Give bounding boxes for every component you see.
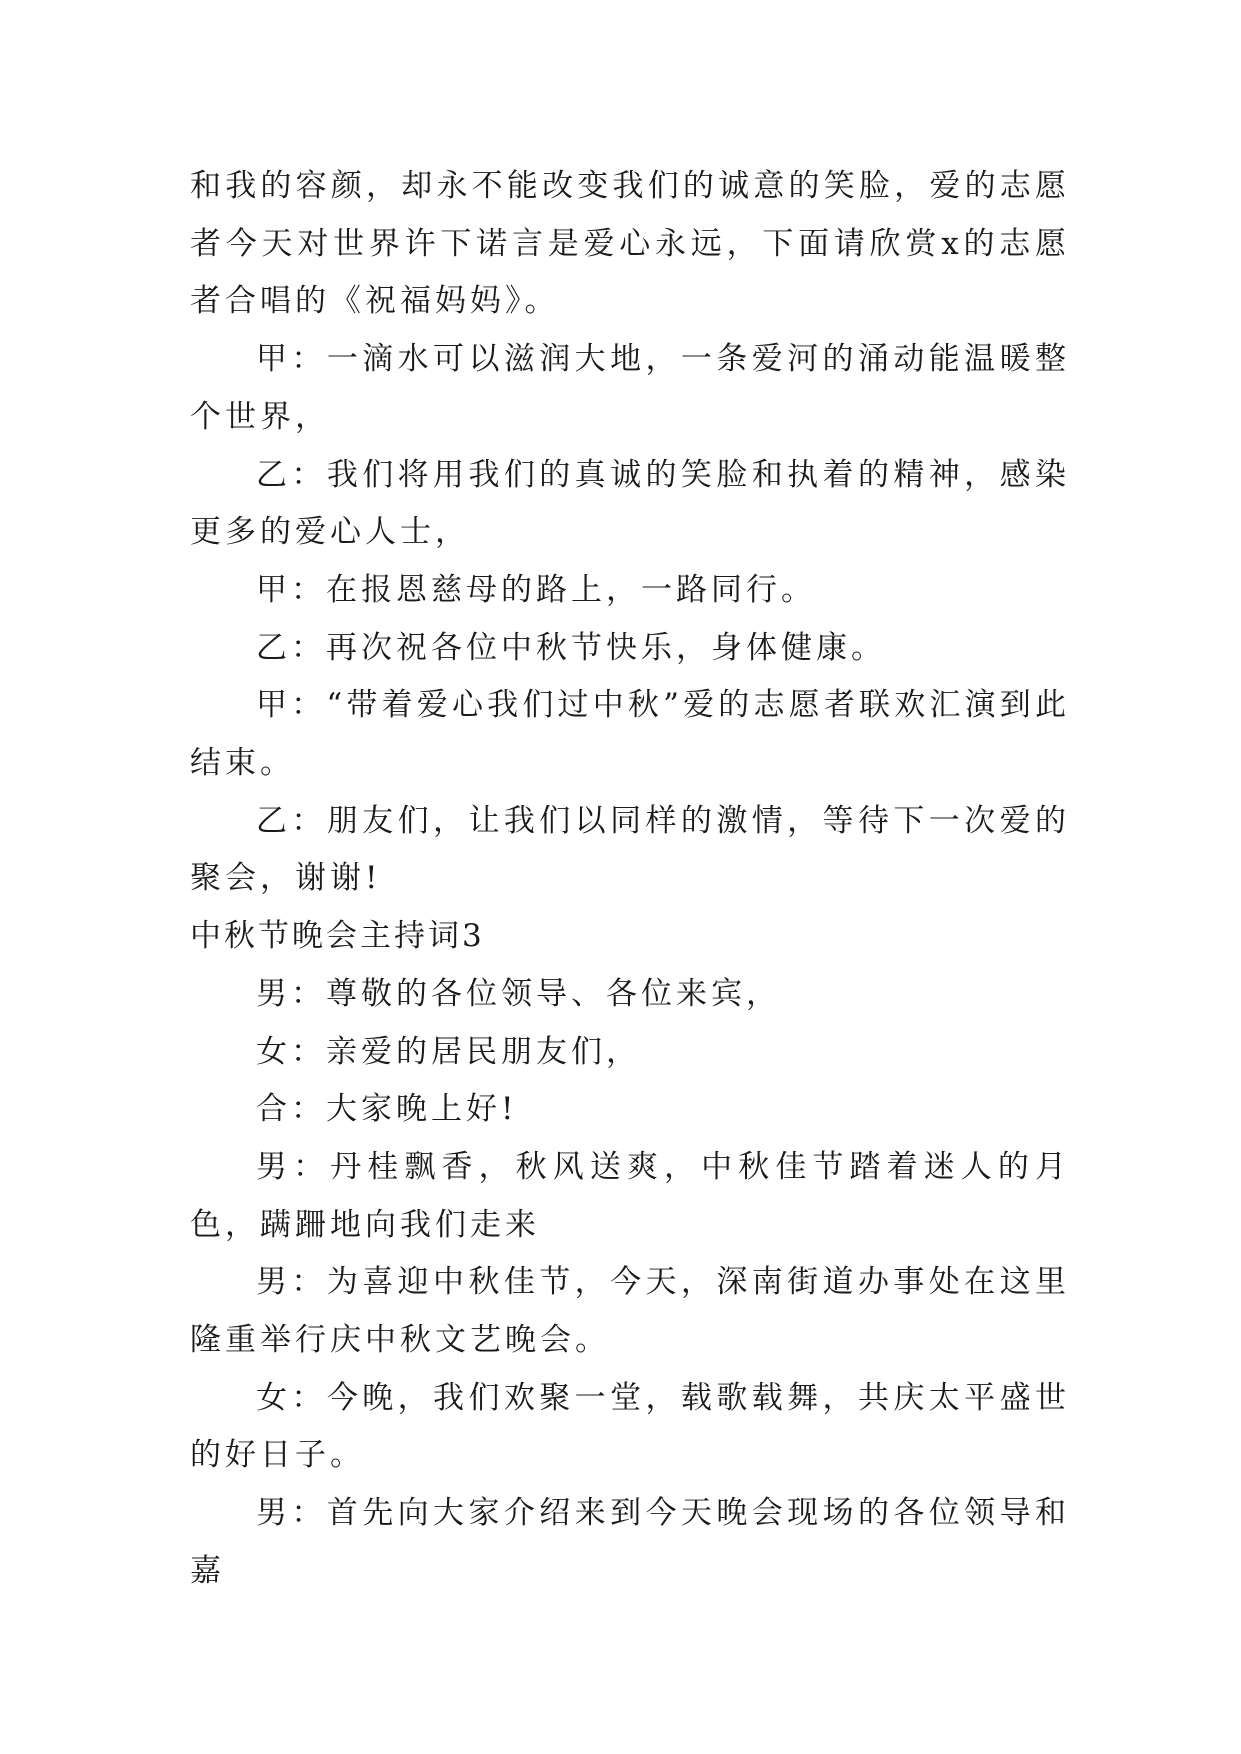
paragraph: 合：大家晚上好!	[256, 1091, 518, 1128]
paragraph: 女：今晚，我们欢聚一堂，载歌载舞，共庆太平盛世的好日子。	[190, 1379, 1070, 1474]
paragraph: 男：为喜迎中秋佳节，今天，深南街道办事处在这里隆重举行庆中秋文艺晚会。	[190, 1264, 1070, 1359]
paragraph: 男：尊敬的各位领导、各位来宾，	[256, 975, 781, 1012]
paragraph: 甲：一滴水可以滋润大地，一条爱河的涌动能温暖整个世界，	[190, 341, 1070, 435]
section-heading: 中秋节晚会主持词3	[190, 918, 485, 955]
paragraph: 和我的容颜，却永不能改变我们的诚意的笑脸，爱的志愿者今天对世界许下诺言是爱心永远，下面请欣赏x的志愿者合唱的《祝福妈妈》。	[190, 168, 1070, 320]
paragraph: 女：亲爱的居民朋友们，	[256, 1033, 641, 1070]
document-body	[190, 158, 1070, 1601]
paragraph: 男：丹桂飘香，秋风送爽，中秋佳节踏着迷人的月色，蹒跚地向我们走来	[190, 1148, 1070, 1243]
paragraph: 乙：朋友们，让我们以同样的激情，等待下一次爱的聚会，谢谢!	[190, 802, 1070, 897]
paragraph: 甲：在报恩慈母的路上，一路同行。	[256, 571, 816, 608]
paragraph: 乙：我们将用我们的真诚的笑脸和执着的精神，感染更多的爱心人士，	[190, 456, 1070, 551]
paragraph: 乙：再次祝各位中秋节快乐，身体健康。	[256, 629, 886, 666]
paragraph: 男：首先向大家介绍来到今天晚会现场的各位领导和嘉	[190, 1495, 1070, 1589]
paragraph: 甲：“带着爱心我们过中秋”爱的志愿者联欢汇演到此结束。	[190, 687, 1070, 782]
